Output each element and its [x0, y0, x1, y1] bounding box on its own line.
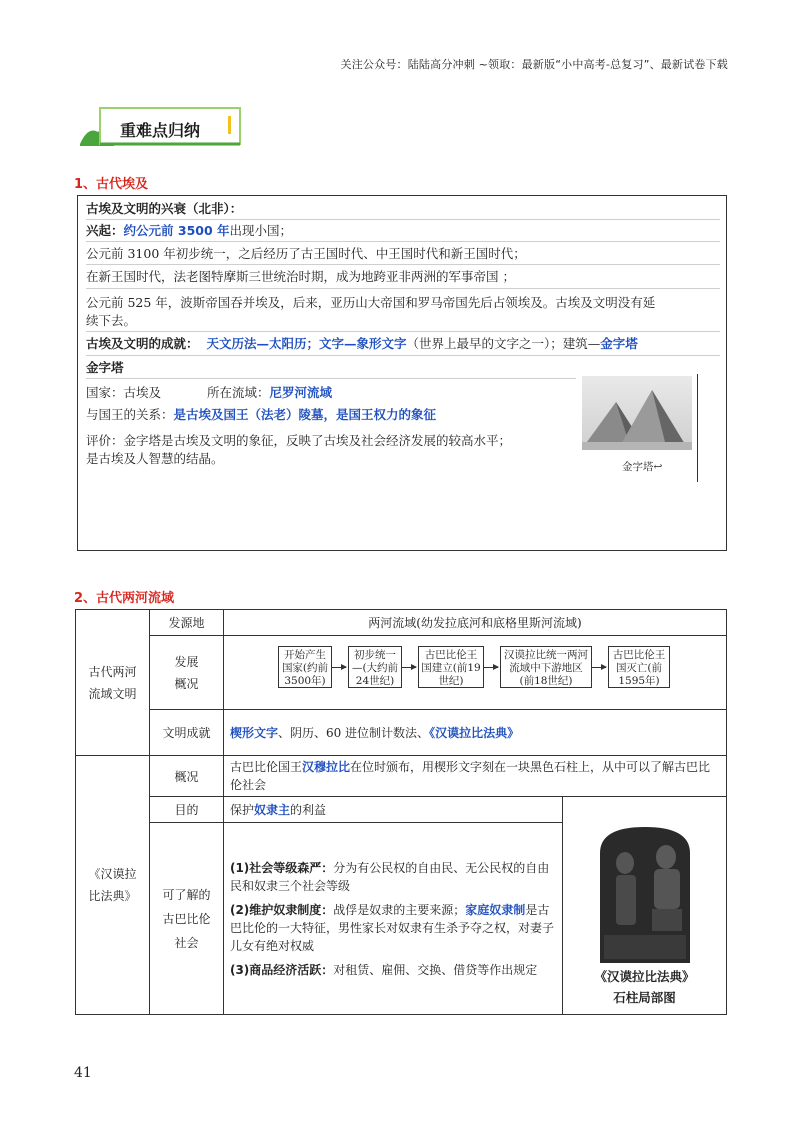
purpose-value: [223, 797, 562, 823]
overview-value: [223, 756, 726, 797]
egypt-rise: [86, 222, 292, 240]
page-number: 41: [74, 1065, 92, 1081]
egypt-line4a: 公元前 525 年，波斯帝国吞并埃及，后来，亚历山大帝国和罗马帝国先后占领埃及。古埃及文明没有延: [86, 295, 656, 310]
stele-image: [590, 823, 700, 963]
society-label-cell: [149, 823, 223, 1015]
rise-date: 约公元前 3500 年: [123, 223, 230, 238]
ach-pyramid: 金字塔: [600, 336, 638, 351]
overview-king: 汉穆拉比: [301, 760, 350, 774]
point-2-head: (2)维护奴隶制度：: [229, 902, 334, 917]
pyramid-relation: [86, 406, 436, 424]
stele-cell: [563, 797, 727, 1015]
point-2-b: 是古巴比伦的一大特征，男性家长对奴隶有生杀予夺之权，对妻子儿女有绝对权威: [229, 902, 554, 953]
flow-step-1: 开始产生国家(约前3500年): [278, 646, 332, 688]
flow-step-2: 初步统一—(大约前24世纪): [348, 646, 402, 688]
stele-caption-sub: 石柱局部图: [613, 990, 676, 1005]
dev-label-cell: [149, 636, 223, 710]
egypt-line2: 公元前 3100 年初步统一，之后经历了古王国时代、中王国时代和新王国时代；: [86, 246, 526, 261]
ach-label: 古埃及文明的成就：: [86, 336, 199, 351]
banner-label: 重难点归纳: [120, 121, 201, 140]
overview-a: 古巴比伦国王: [229, 760, 302, 774]
egypt-line4b: 续下去。: [86, 313, 137, 328]
point-1-head: (1)社会等级森严：: [229, 860, 334, 875]
meso-achievements: [223, 710, 726, 756]
code-title: 《汉谟拉比法典》: [429, 726, 520, 740]
cuneiform: 楔形文字: [229, 726, 278, 740]
pyramid-title: 金字塔: [86, 360, 124, 375]
pyramid-caption: 金字塔↩: [622, 461, 663, 473]
region-label: 所在流域：: [207, 385, 270, 400]
relation-label: 与国王的关系：: [86, 407, 174, 422]
ach-label-cell: 文明成就: [149, 710, 223, 756]
section2-title: 2、古代两河流域: [74, 591, 175, 606]
egypt-line3: 在新王国时代，法老图特摩斯三世统治时期，成为地跨亚非两洲的军事帝国 ；: [86, 269, 515, 284]
flow-step-4: 汉谟拉比统一两河流域中下游地区(前18世纪): [500, 646, 592, 688]
point-1: [230, 859, 556, 895]
point-3-body: 对租赁、雇佣、交换、借贷等作出规定: [333, 962, 538, 977]
ach-rest: （世界上最早的文字之一）；建筑—: [406, 336, 601, 351]
purpose-b: 的利益: [289, 803, 326, 817]
flow-step-5: 古巴比伦王国灭亡(前1595年): [608, 646, 670, 688]
section1-title: 1、古代埃及: [74, 177, 149, 192]
purpose-owner: 奴隶主: [253, 803, 290, 817]
pyramid-eval1: 评价：金字塔是古埃及文明的象征，反映了古埃及社会经济发展的较高水平；: [86, 433, 512, 448]
ach-mid: 、阴历、60 进位制计数法、: [277, 726, 430, 740]
overview-b: 在位时颁布，用楔形文字刻在一块黑色石柱上，从中可以了解古巴比伦社会: [229, 760, 710, 792]
point-2-a: 战俘是奴隶的主要来源；: [333, 902, 466, 917]
purpose-label: 目的: [149, 797, 223, 823]
flow-step-3: 古巴比伦王国建立(前19世纪): [418, 646, 484, 688]
page-header: 关注公众号：陆陆高分冲刺 ~领取：最新版“小中高考-总复习”、最新试卷下载: [340, 58, 728, 71]
rise-rest: 出现小国；: [229, 223, 293, 238]
dev-label: 发展概况: [174, 654, 199, 691]
society-points: [223, 823, 562, 1015]
relation-value: 是古埃及国王（法老）陵墓，是国王权力的象征: [173, 407, 437, 422]
ach-highlight: 天文历法—太阳历；文字—象形文字: [206, 336, 407, 351]
origin-label: 发源地: [149, 610, 223, 636]
stele-caption-title: 《汉谟拉比法典》: [594, 969, 695, 984]
code-label: 《汉谟拉比法典》: [88, 867, 137, 903]
pyramid-image: [582, 376, 692, 450]
egypt-achievements: [86, 335, 638, 353]
origin-value: 两河流域(幼发拉底河和底格里斯河流域): [223, 610, 726, 636]
point-2-highlight: 家庭奴隶制: [465, 902, 526, 917]
pyramid-eval2: 是古埃及人智慧的结晶。: [86, 451, 224, 466]
meso-civ-label: 古代两河流域文明: [88, 664, 137, 701]
point-2: [230, 901, 556, 955]
region-value: 尼罗河流域: [269, 385, 333, 400]
purpose-a: 保护: [229, 803, 254, 817]
meso-civ-cell: [76, 610, 150, 756]
rise-label: 兴起：: [86, 223, 124, 238]
code-cell: [76, 756, 150, 1015]
point-3-head: (3)商品经济活跃：: [229, 962, 334, 977]
overview-label: 概况: [149, 756, 223, 797]
egypt-heading: 古埃及文明的兴衰（北非）：: [86, 201, 243, 216]
point-1-body: 分为有公民权的自由民、无公民权的自由民和奴隶三个社会等级: [229, 860, 550, 893]
society-label: 可了解的古巴比伦社会: [162, 887, 211, 950]
pyramid-country: [86, 384, 332, 402]
country-label: 国家：古埃及: [86, 385, 162, 400]
point-3: [230, 961, 556, 979]
